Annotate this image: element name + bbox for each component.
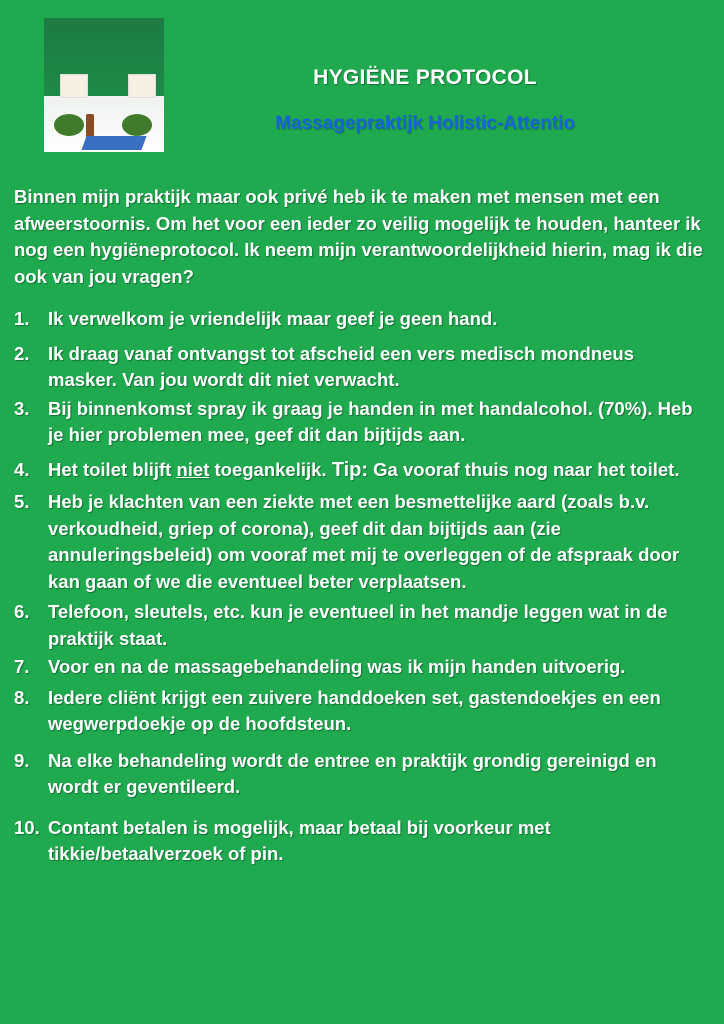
photo-tray bbox=[81, 136, 146, 150]
list-item-text: Ik verwelkom je vriendelijk maar geef je geen hand. bbox=[48, 308, 498, 329]
list-item bbox=[14, 489, 704, 595]
list-item-emphasis: niet bbox=[176, 458, 210, 480]
massage-room-photo bbox=[44, 18, 164, 152]
list-item-text: Contant betalen is mogelijk, maar betaal bij voorkeur met tikkie/betaalverzoek of pin. bbox=[48, 816, 551, 864]
list-item-text: Bij binnenkomst spray ik graag je handen in met handalcohol. (70%). Heb je hier problemen mee, geef dit dan bijtijds aan. bbox=[48, 397, 693, 445]
photo-bottle bbox=[86, 114, 94, 138]
list-item-number: 9. bbox=[14, 749, 30, 771]
list-item bbox=[14, 815, 704, 868]
list-item-number: 3. bbox=[14, 397, 30, 419]
list-item-text: Iedere cliënt krijgt een zuivere handdoeken set, gastendoekjes en een wegwerpdoekje op de hoofdsteun. bbox=[48, 686, 661, 734]
list-item-number: 5. bbox=[14, 491, 30, 512]
list-item-text: Voor en na de massagebehandeling was ik mijn handen uitvoerig. bbox=[48, 656, 626, 677]
list-item bbox=[14, 654, 704, 681]
tip-label: Tip: bbox=[331, 458, 369, 481]
list-item-number: 10. bbox=[14, 816, 40, 838]
list-item-number: 4. bbox=[14, 458, 30, 480]
list-item-number: 8. bbox=[14, 686, 30, 708]
list-item-text-pre: Het toilet blijft bbox=[48, 458, 177, 480]
photo-plant-right bbox=[122, 114, 152, 136]
page-subtitle: Massagepraktijk Holistic-Attentio bbox=[275, 113, 575, 134]
list-item-text-post: Ga vooraf thuis nog naar het toilet. bbox=[368, 458, 680, 480]
protocol-list bbox=[14, 306, 704, 868]
list-item bbox=[14, 685, 704, 738]
list-item bbox=[14, 599, 704, 652]
list-item-text: Na elke behandeling wordt de entree en praktijk grondig gereinigd en wordt er geventileerd. bbox=[48, 749, 657, 797]
list-item bbox=[14, 341, 704, 394]
list-item-text: Telefoon, sleutels, etc. kun je eventueel in het mandje leggen wat in de praktijk staat. bbox=[48, 601, 668, 649]
list-item bbox=[14, 457, 704, 484]
list-item-number: 6. bbox=[14, 601, 30, 622]
list-item bbox=[14, 306, 704, 333]
list-item bbox=[14, 748, 704, 801]
photo-frame-left bbox=[60, 74, 88, 98]
intro-paragraph: Binnen mijn praktijk maar ook privé heb ik te maken met mensen met een afweerstoornis. Om het voor een ieder zo veilig mogelijk te houden, hanteer ik nog een hygiëneprotocol. Ik neem mijn verantwoordelijkheid hierin, mag ik die ook van jou vragen? bbox=[14, 186, 703, 287]
photo-plant-left bbox=[54, 114, 84, 136]
list-item-number: 1. bbox=[14, 308, 30, 329]
list-item bbox=[14, 396, 704, 449]
list-item-text: Heb je klachten van een ziekte met een besmettelijke aard (zoals b.v. verkoudheid, griep of corona), geef dit dan bijtijds aan (zie annuleringsbeleid) om vooraf met mij te overleggen of de afspraak door kan gaan of we die eventueel beter verplaatsen. bbox=[48, 491, 680, 592]
list-item-text: Ik draag vanaf ontvangst tot afscheid een vers medisch mondneus masker. Van jou wordt dit niet verwacht. bbox=[48, 342, 634, 390]
page-title: HYGIËNE PROTOCOL bbox=[313, 66, 537, 89]
list-item-number: 2. bbox=[14, 342, 30, 364]
list-item-number: 7. bbox=[14, 656, 30, 677]
photo-frame-right bbox=[128, 74, 156, 98]
list-item-text-mid: toegankelijk. bbox=[209, 458, 332, 480]
